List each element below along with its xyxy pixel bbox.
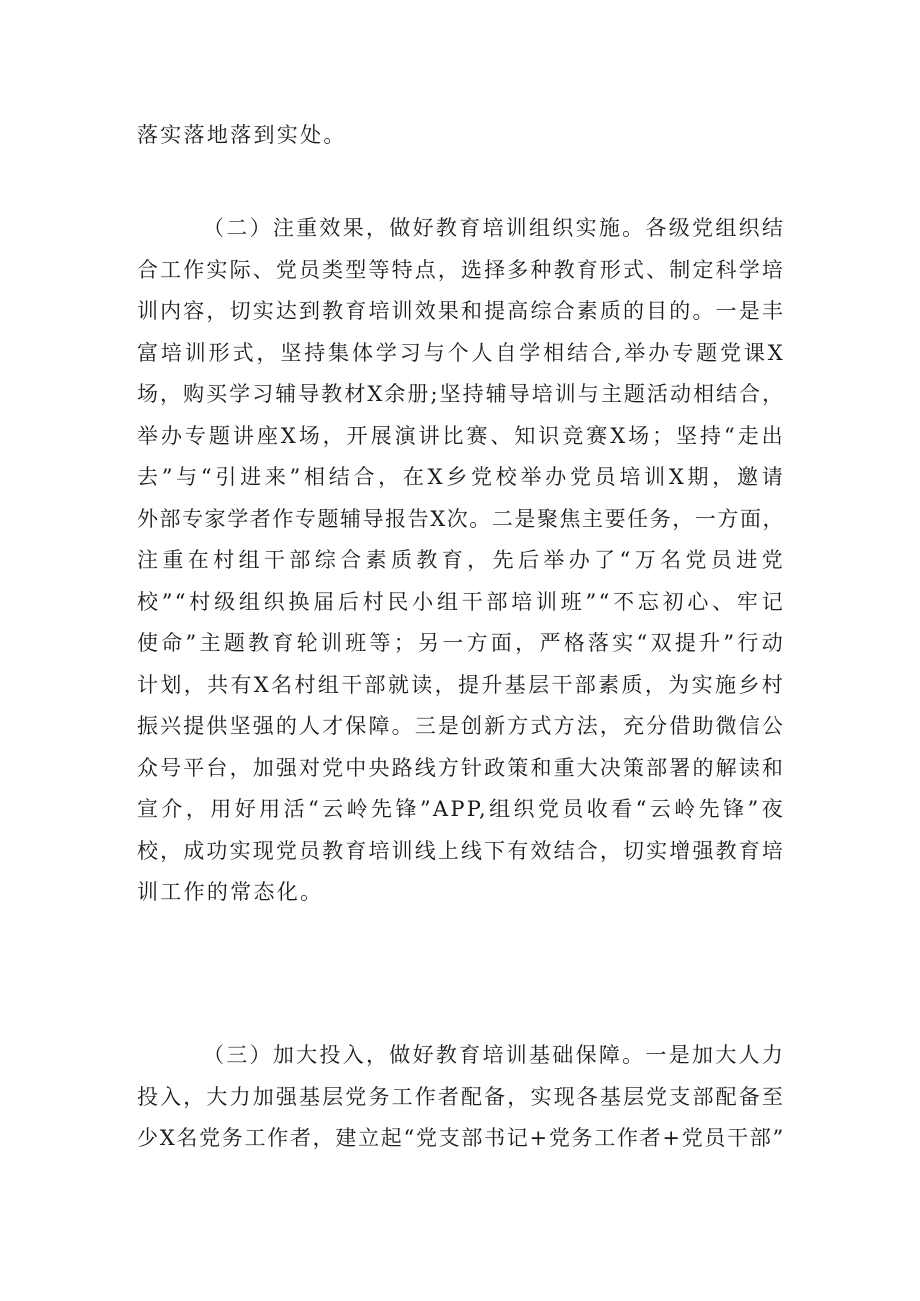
paragraph-section-two [137,208,785,914]
paragraph-continuation [137,115,785,157]
text-line: 去”与“引进来”相结合，在X乡党校举办党员培训X期，邀请 [137,465,785,489]
text-line: 训工作的常态化。 [137,880,324,904]
text-line: 训内容，切实达到教育培训效果和提高综合素质的目的。一是丰 [137,299,785,323]
paragraph-section-three [137,1035,785,1160]
text-line: 合工作实际、党员类型等特点，选择多种教育形式、制定科学培 [137,257,785,282]
text-line: （二）注重效果，做好教育培训组织实施。各级党组织结 [203,216,785,240]
text-line: 注重在村组干部综合素质教育，先后举办了“万名党员进党 [137,548,785,572]
text-line: 使命”主题教育轮训班等；另一方面，严格落实“双提升”行动 [137,631,785,655]
text-line: 少X名党务工作者，建立起“党支部书记+党务工作者+党员干部” [137,1126,785,1150]
text-line: 振兴提供坚强的人才保障。三是创新方式方法，充分借助微信公 [137,714,785,738]
text-line: 宣介，用好用活“云岭先锋”APP,组织党员收看“云岭先锋”夜 [137,797,785,821]
text-line: （三）加大投入，做好教育培训基础保障。一是加大人力 [203,1043,785,1067]
text-line: 投入，大力加强基层党务工作者配备，实现各基层党支部配备至 [137,1084,785,1109]
text-line: 场，购买学习辅导教材X余册;坚持辅导培训与主题活动相结合， [137,382,785,406]
text-line: 校，成功实现党员教育培训线上线下有效结合，切实增强教育培 [137,838,785,863]
text-line: 计划，共有X名村组干部就读，提升基层干部素质，为实施乡村 [137,672,785,697]
text-line: 富培训形式，坚持集体学习与个人自学相结合,举办专题党课X [137,340,785,365]
text-line: 众号平台，加强对党中央路线方针政策和重大决策部署的解读和 [137,755,785,780]
text-line: 校”“村级组织换届后村民小组干部培训班”“不忘初心、牢记 [137,589,785,614]
text-line: 外部专家学者作专题辅导报告X次。二是聚焦主要任务，一方面， [137,506,785,531]
text-line: 落实落地落到实处。 [137,123,347,147]
text-line: 举办专题讲座X场，开展演讲比赛、知识竞赛X场；坚持“走出 [137,423,785,448]
